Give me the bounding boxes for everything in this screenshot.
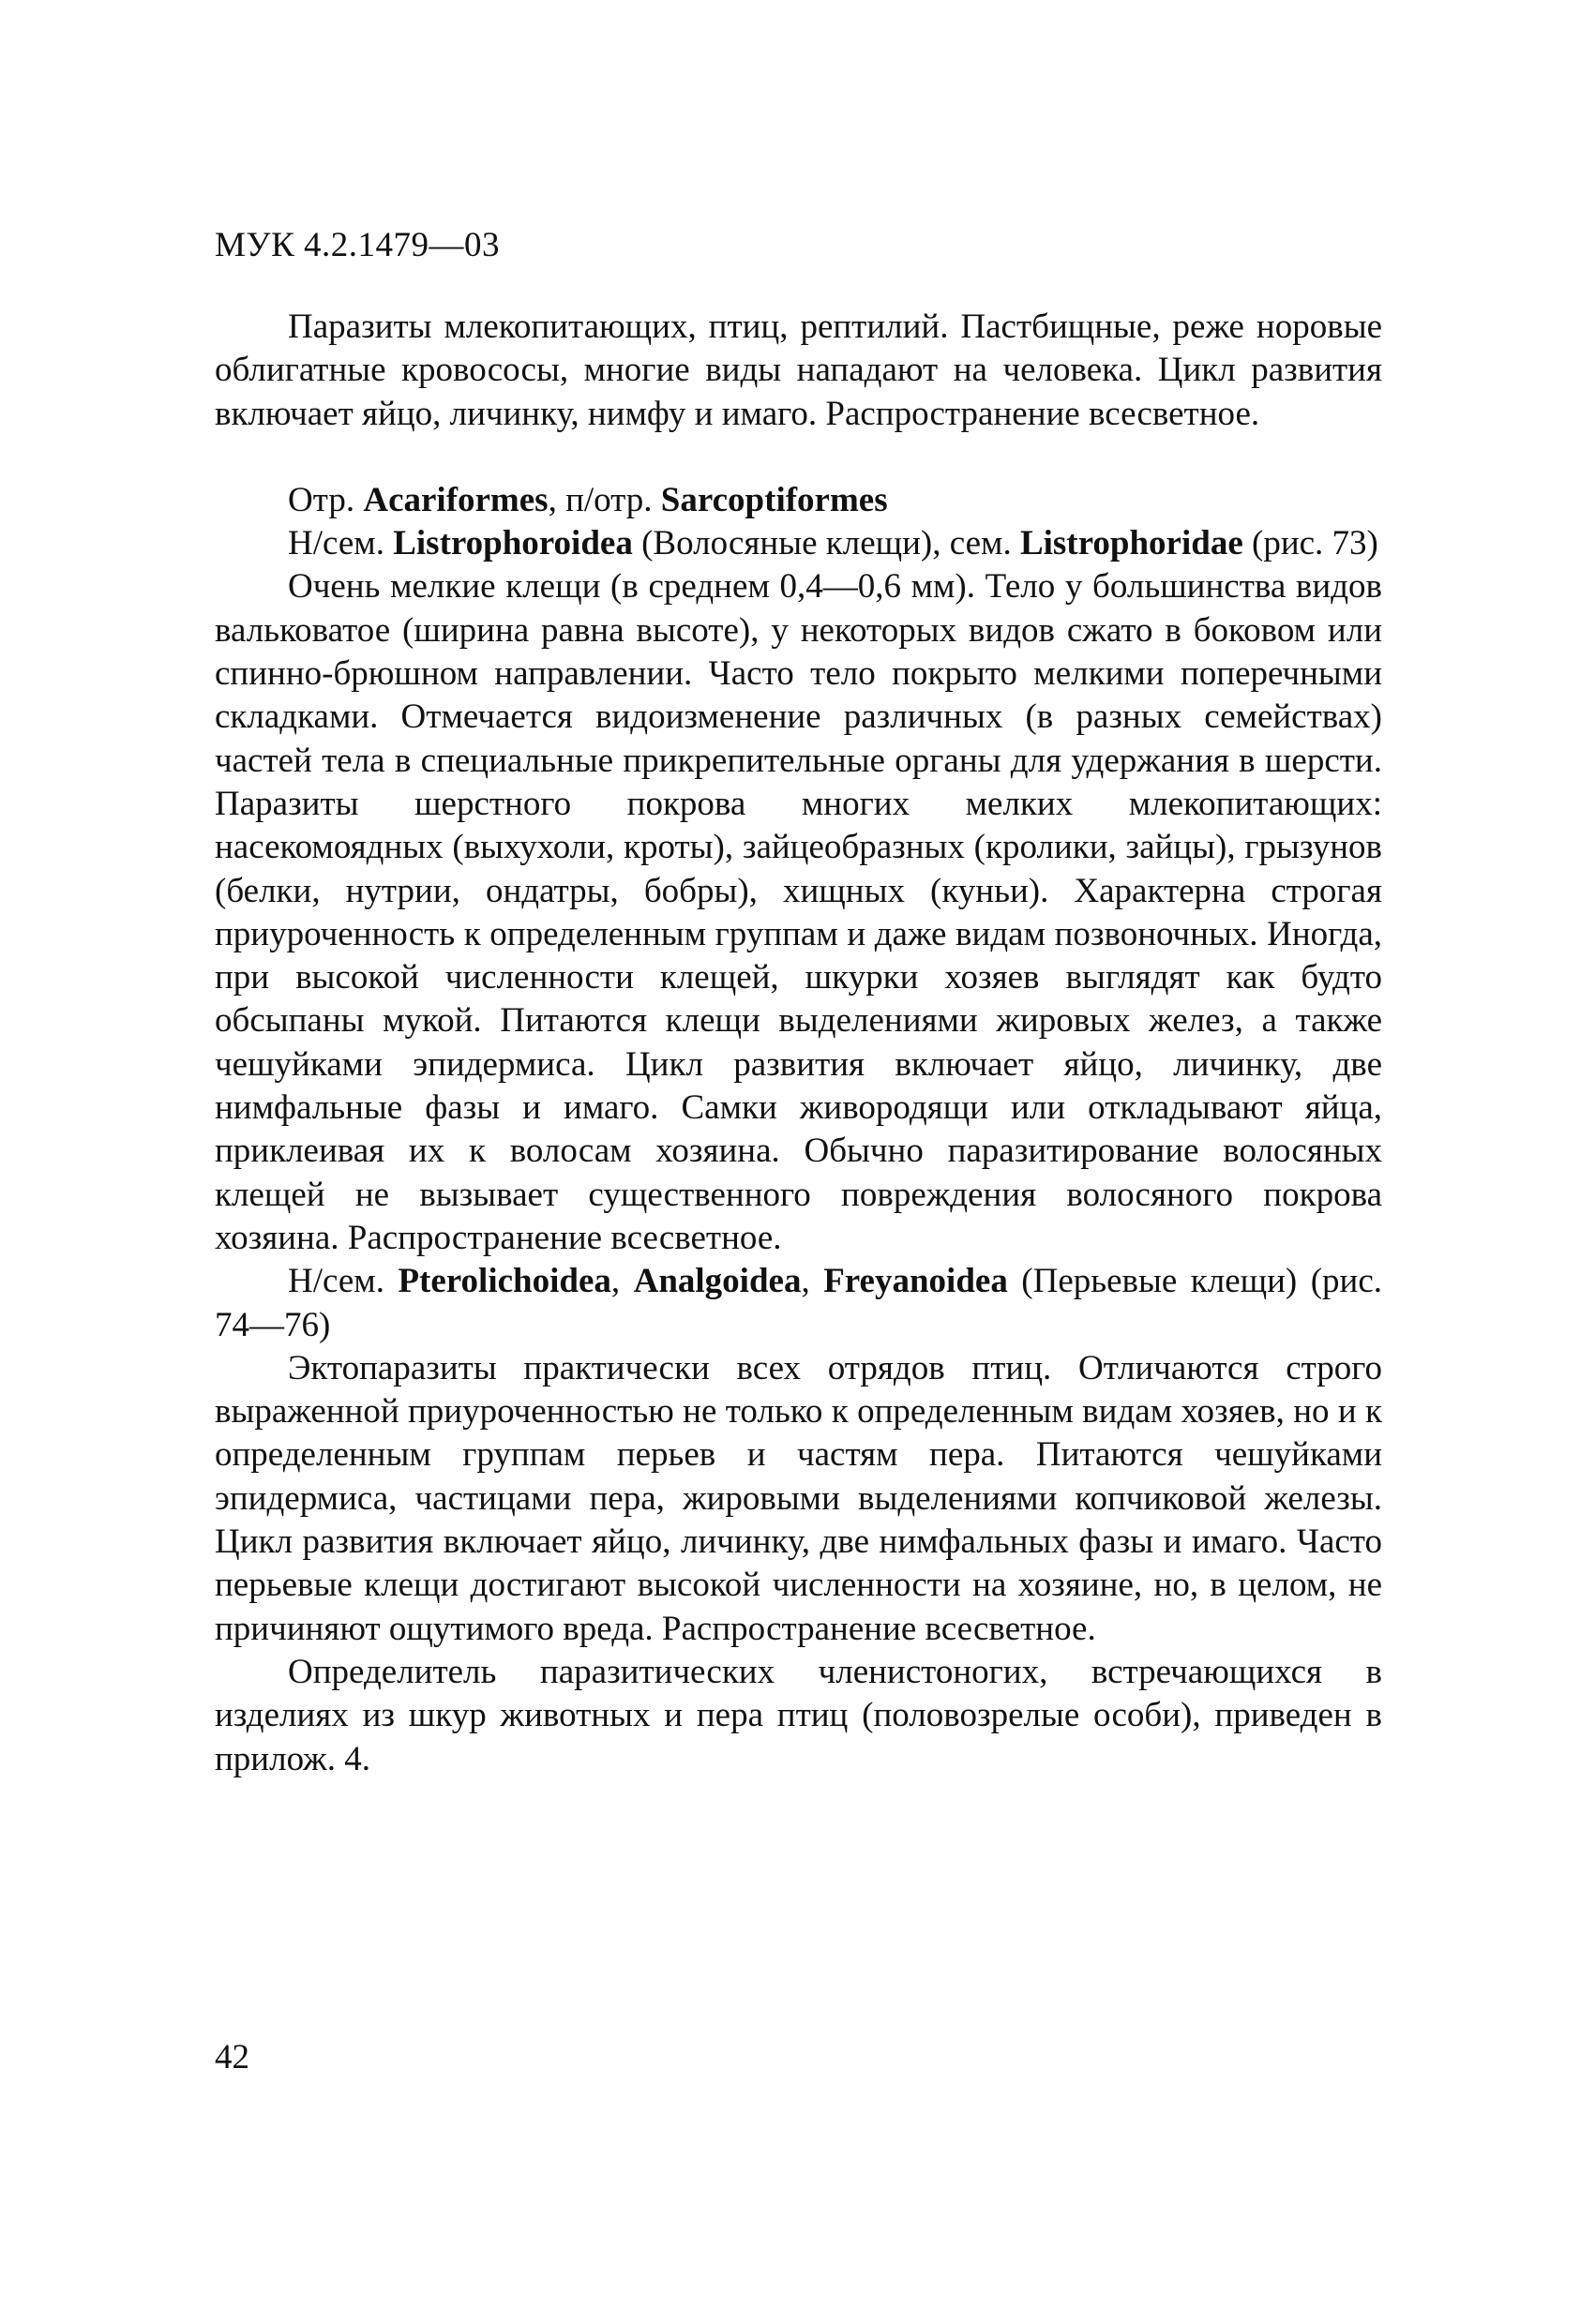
intro-paragraph: Паразиты млекопитающих, птиц, рептилий. Пастбищные, реже норовые облигатные кровососы, многие виды нападают на человека. Цикл развития включает яйцо, личинку, нимфу и имаго. Распространение всесветное. [215,307,1382,433]
taxon-order-prefix: Отр. [288,480,364,519]
order-name: Acariformes [363,480,549,519]
feather-mites-description: Эктопаразиты практически всех отрядов птиц. Отличаются строго выраженной приуроченностью не только к определенным видам хозяев, но и к определенным группам перьев и частям пера. Питаются чешуйками эпидермиса, частицами пера, жировыми выделениями копчиковой железы. Цикл развития включает яйцо, личинку, две нимфальных фазы и имаго. Часто перьевые клещи достигают высокой численности на хозяине, но, в целом, не причиняют ощутимого вреда. Распространение всесветное. [215,1348,1382,1648]
taxon-feather-prefix: Н/сем. [288,1262,399,1301]
taxon-feather-mites-heading [215,1260,1382,1347]
listrophoroidea-common-name: (Волосяные клещи), сем. [632,524,1020,563]
taxon-feather-separator-2: , [801,1262,824,1301]
freyanoidea-name: Freyanoidea [823,1262,1008,1301]
listrophoridae-family-name: Listrophoridae [1019,524,1243,563]
taxon-listrophoroidea-heading [215,522,1382,565]
page-body [215,306,1382,1781]
listrophoroidea-superfamily-name: Listrophoroidea [393,524,633,563]
feather-mites-common-name: (Перьевые клещи) (рис. 74—76) [215,1262,1383,1344]
listrophoroidea-description: Очень мелкие клещи (в среднем 0,4—0,6 мм). Тело у большинства видов вальковатое (ширина равна высоте), у некоторых видов сжато в боковом или спинно-брюшном направлении. Часто тело покрыто мелкими поперечными складками. Отмечается видоизменение различных (в разных семействах) частей тела в специальные прикрепительные органы для удержания в шерсти. Паразиты шерстного покрова многих мелких млекопитающих: насекомоядных (выхухоли, кроты), зайцеобразных (кролики, зайцы), грызунов (белки, нутрии, ондатры, бобры), хищных (куньи). Характерна строгая приуроченность к определенным группам и даже видам позвоночных. Иногда, при высокой численности клещей, шкурки хозяев выглядят как будто обсыпаны мукой. Питаются клещи выделениями жировых желез, а также чешуйками эпидермиса. Цикл развития включает яйцо, личинку, две нимфальные фазы и имаго. Самки живородящи или откладывают яйца, приклеивая их к волосам хозяина. Обычно паразитирование волосяных клещей не вызывает существенного повреждения волосяного покрова хозяина. Распространение всесветное. [215,567,1382,1257]
taxon-order-heading [215,479,1382,522]
document-code-header: МУК 4.2.1479—03 [215,226,501,264]
pterolichoidea-name: Pterolichoidea [398,1262,611,1301]
suborder-name: Sarcoptiformes [660,480,888,519]
listrophoroidea-figure-ref: (рис. 73) [1242,524,1378,563]
identification-key-reference: Определитель паразитических членистоногих, встречающихся в изделиях из шкур животных и пера птиц (половозрелые особи), приведен в прилож. 4. [215,1652,1382,1778]
taxon-listrophoroidea-prefix: Н/сем. [288,524,394,563]
section-gap [215,436,1382,479]
analgoidea-name: Analgoidea [633,1262,802,1301]
taxon-feather-separator-1: , [610,1262,634,1301]
taxon-order-separator: , п/отр. [548,480,661,519]
page-number: 42 [215,2038,249,2077]
